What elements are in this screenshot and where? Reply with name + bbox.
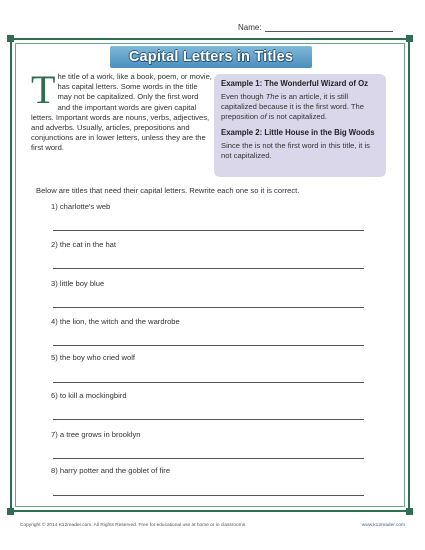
intro-paragraph <box>31 67 213 154</box>
example-2-title: Example 2: Little House in the Big Woods <box>221 128 375 137</box>
name-field[interactable] <box>238 22 393 32</box>
answer-line[interactable] <box>53 458 364 459</box>
frame-corner <box>7 35 14 42</box>
exercise-item: 1) charlotte's web <box>51 202 111 211</box>
copyright-text: Copyright © 2014 K12reader.com. All Rights Reserved. Free for educational use at home or in classrooms. <box>20 523 247 528</box>
frame-corner <box>7 508 14 515</box>
exercise-item: 3) little boy blue <box>51 279 105 288</box>
footer <box>20 523 405 528</box>
page-title: Capital Letters in Titles <box>128 49 294 65</box>
exercise-item: 2) the cat in the hat <box>51 240 117 249</box>
intro-text: he title of a work, like a book, poem, or movie, has capital letters. Some words in the title may not be capitalized. Only the first word and the important words are given capital letters. Important words are nouns, verbs, adjectives, and adverbs. Usually, articles, prepositions and conjunctions are in lower letters, unless they are the first word. <box>31 72 212 153</box>
example-1-body: Even though The is an article, it is still capitalized because it is the first word. The preposition of is not capitalized. <box>221 92 364 121</box>
exercise-item: 5) the boy who cried wolf <box>51 353 135 362</box>
frame-corner <box>406 508 413 515</box>
drop-cap: T <box>31 67 56 112</box>
name-label: Name: <box>238 23 262 32</box>
answer-line[interactable] <box>53 382 364 383</box>
answer-line[interactable] <box>53 230 364 231</box>
exercise-item: 6) to kill a mockingbird <box>51 391 127 400</box>
title-banner <box>110 46 312 68</box>
exercise-item: 7) a tree grows in brooklyn <box>51 430 141 439</box>
answer-line[interactable] <box>53 268 364 269</box>
instructions: Below are titles that need their capital letters. Rewrite each one so it is correct. <box>36 186 300 195</box>
example-1-title: Example 1: The Wonderful Wizard of Oz <box>221 79 369 88</box>
exercise-item: 4) the lion, the witch and the wardrobe <box>51 317 180 326</box>
answer-line[interactable] <box>53 419 364 420</box>
example-2-body: Since the is not the first word in this title, it is not capitalized. <box>221 141 370 160</box>
site-link[interactable]: www.k12reader.com <box>361 523 405 528</box>
examples-box <box>214 74 386 177</box>
answer-line[interactable] <box>53 495 364 496</box>
name-line[interactable] <box>265 22 393 32</box>
frame-corner <box>406 35 413 42</box>
answer-line[interactable] <box>53 345 364 346</box>
exercise-item: 8) harry potter and the goblet of fire <box>51 466 171 475</box>
answer-line[interactable] <box>53 307 364 308</box>
